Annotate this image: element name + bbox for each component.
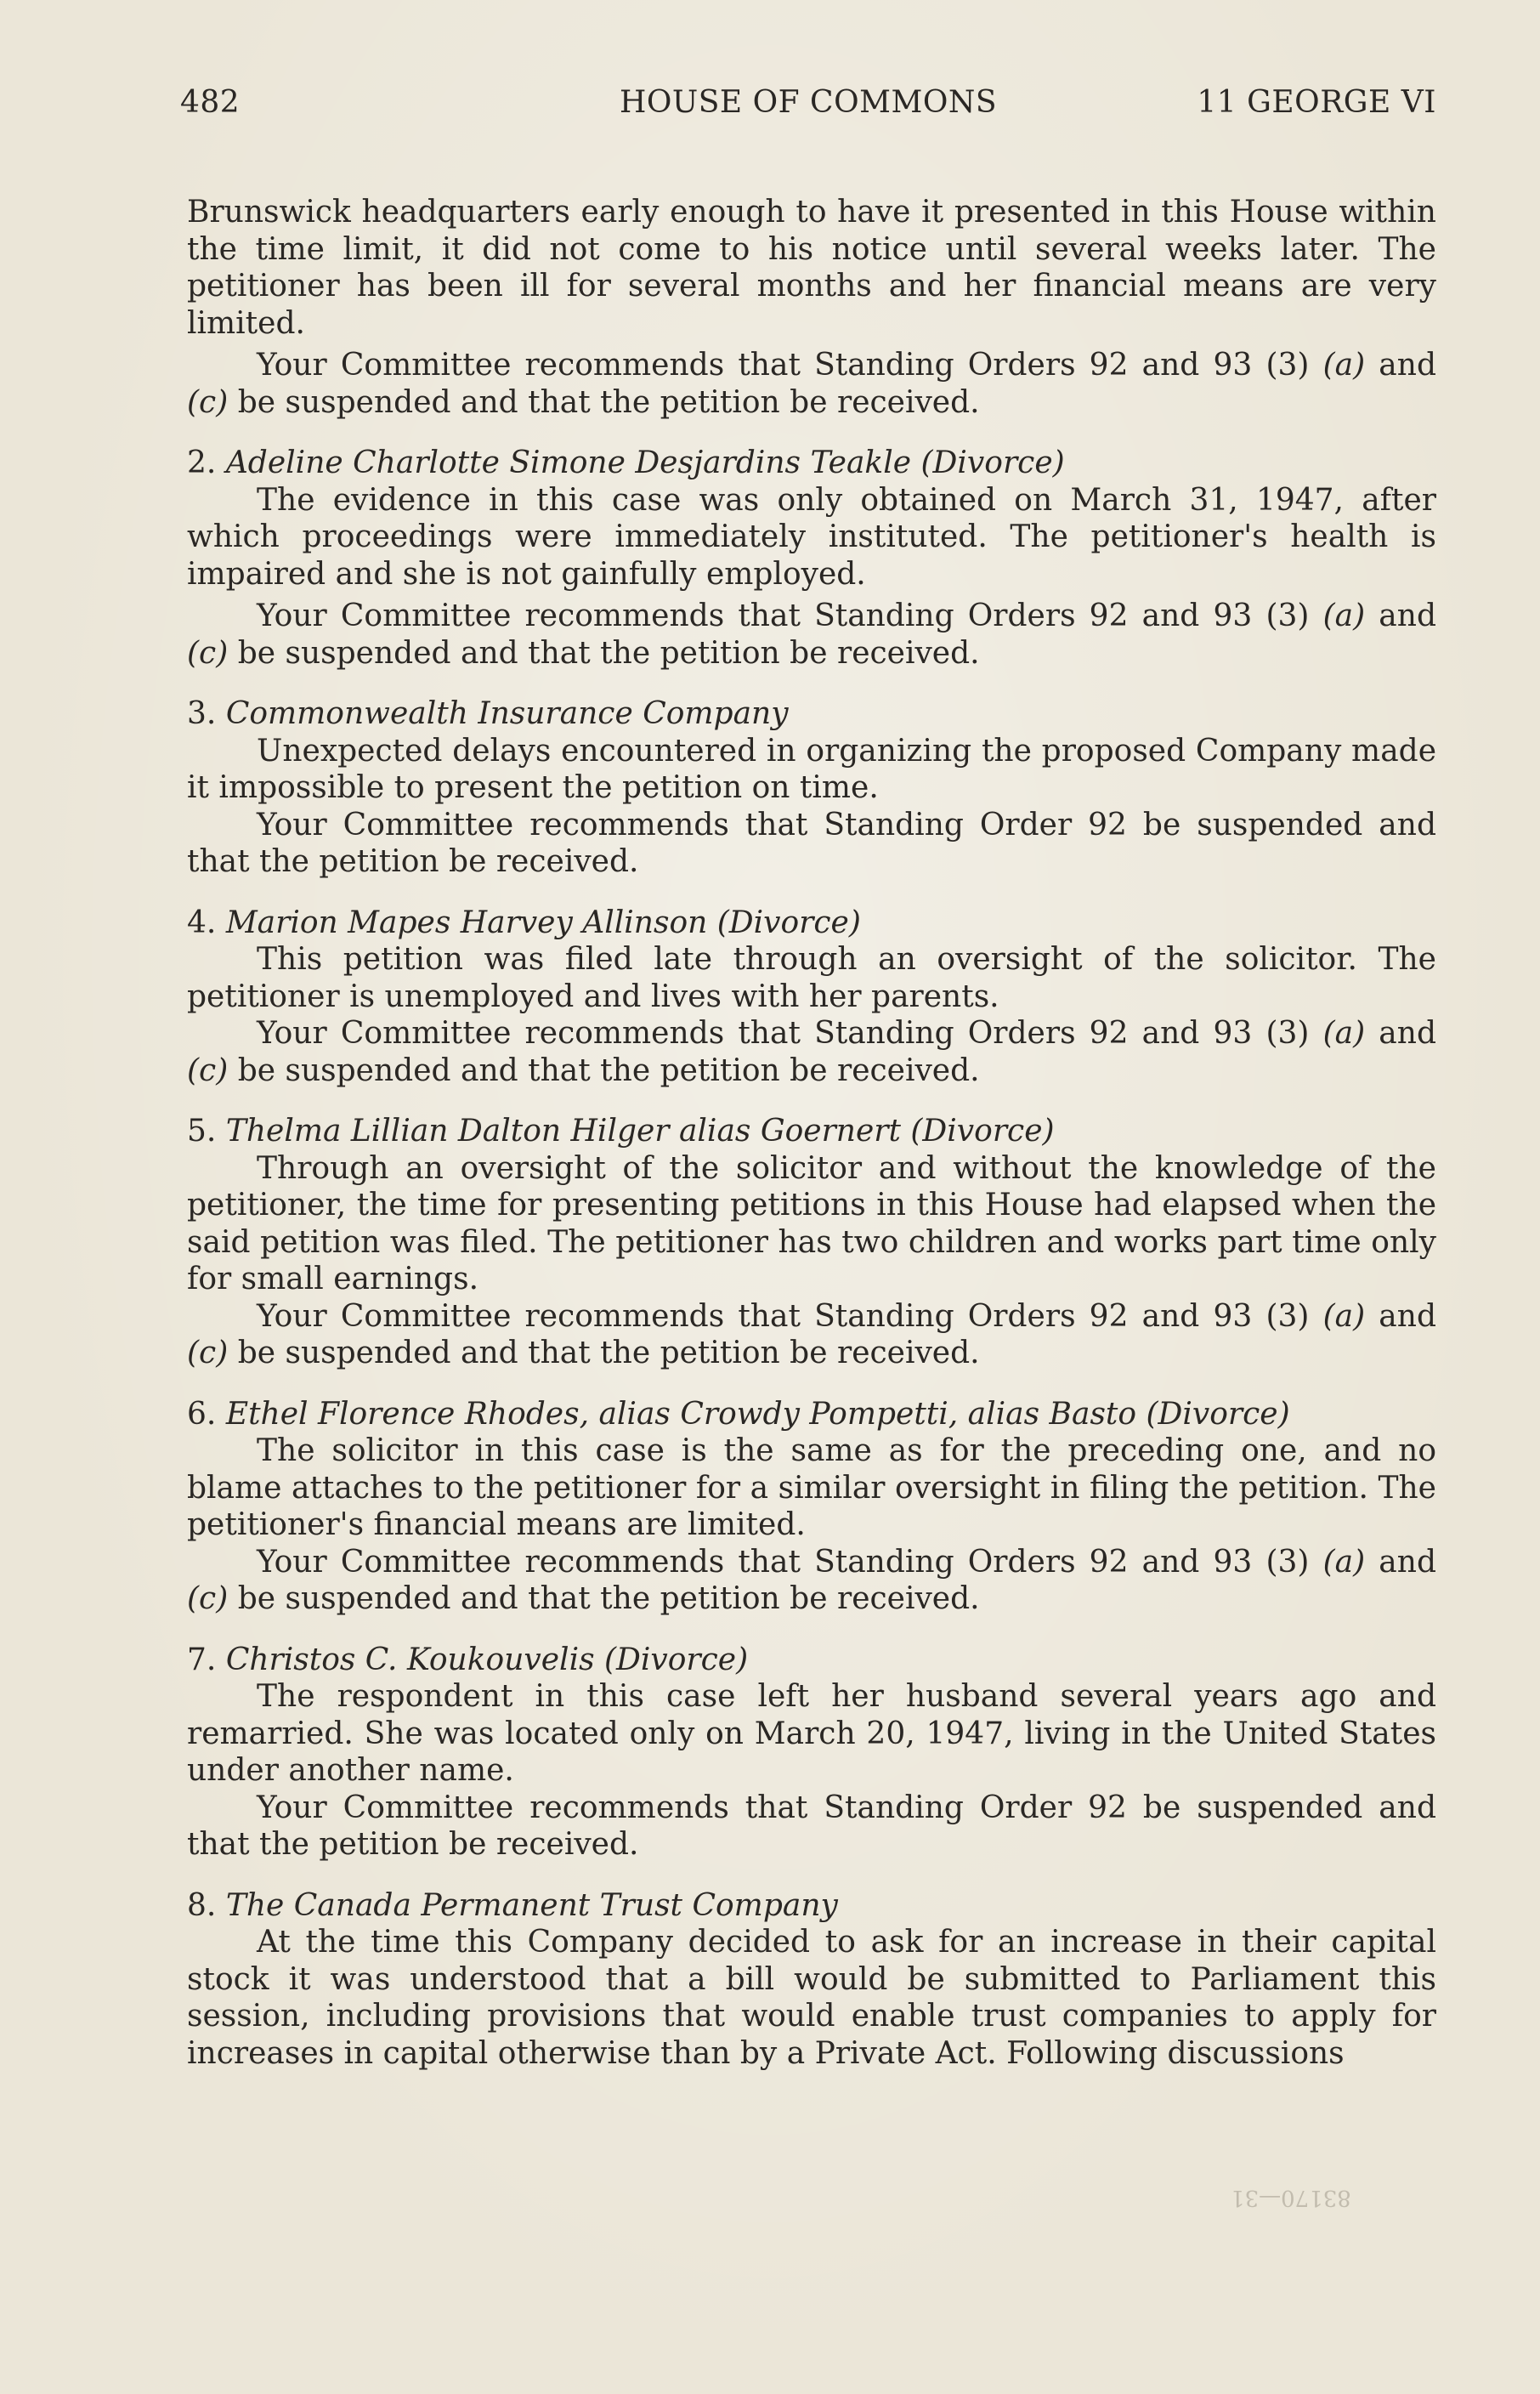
section-number: 3. <box>187 696 217 731</box>
petitioner-name: Christos C. Koukouvelis (Divorce) <box>225 1642 749 1677</box>
petition-section-3 <box>187 695 1436 881</box>
petitioner-name: Thelma Lillian Dalton Hilger alias Goernert (Divorce) <box>225 1114 1055 1149</box>
petitioner-name: The Canada Permanent Trust Company <box>225 1887 838 1923</box>
section-number: 2. <box>187 445 217 480</box>
regnal-year: 11 GEORGE VI <box>1197 85 1436 120</box>
section-recommendation: Your Committee recommends that Standing Orders 92 and 93 (3) (a) and (c) be suspended and that the petition be received. <box>187 1544 1436 1616</box>
report-body <box>187 194 1436 2072</box>
petition-section-6 <box>187 1396 1436 1618</box>
running-header <box>180 85 1436 136</box>
intro-paragraph: Brunswick headquarters early enough to have it presented in this House within the time limit, it did not come to his notice until several weeks later. The petitioner has been ill for several months and her financial means are very limited. <box>187 195 1436 341</box>
section-recommendation: Your Committee recommends that Standing Order 92 be suspended and that the petition be received. <box>187 1790 1436 1862</box>
section-heading <box>187 1642 1436 1679</box>
section-recommendation: Your Committee recommends that Standing Orders 92 and 93 (3) (a) and (c) be suspended and that the petition be received. <box>187 598 1436 671</box>
page-number: 482 <box>180 85 241 120</box>
section-recommendation: Your Committee recommends that Standing Order 92 be suspended and that the petition be received. <box>187 807 1436 879</box>
section-heading <box>187 1396 1436 1433</box>
petition-section-7 <box>187 1642 1436 1864</box>
petitioner-name: Adeline Charlotte Simone Desjardins Teakle (Divorce) <box>225 445 1065 480</box>
section-recommendation: Your Committee recommends that Standing Orders 92 and 93 (3) (a) and (c) be suspended and that the petition be received. <box>187 1298 1436 1370</box>
petitioner-name: Marion Mapes Harvey Allinson (Divorce) <box>225 905 861 940</box>
section-heading <box>187 905 1436 942</box>
petitioner-name: Ethel Florence Rhodes, alias Crowdy Pompetti, alias Basto (Divorce) <box>225 1396 1290 1432</box>
section-recommendation: Your Committee recommends that Standing Orders 92 and 93 (3) (a) and (c) be suspended and that the petition be received. <box>187 1016 1436 1088</box>
section-heading <box>187 695 1436 733</box>
petitioner-name: Commonwealth Insurance Company <box>225 696 789 731</box>
section-text: The solicitor in this case is the same as for the preceding one, and no blame attaches to the petitioner for a similar oversight in filing the petition. The petitioner's financial means are limited. <box>187 1433 1436 1542</box>
section-number: 4. <box>187 905 217 940</box>
section-text: The respondent in this case left her husband several years ago and remarried. She was located only on March 20, 1947, living in the United States under another name. <box>187 1679 1436 1788</box>
section-heading <box>187 1113 1436 1150</box>
intro-recommendation: Your Committee recommends that Standing Orders 92 and 93 (3) (a) and (c) be suspended and that the petition be received. <box>187 348 1436 420</box>
section-text: Through an oversight of the solicitor and without the knowledge of the petitioner, the time for presenting petitions in this House had elapsed when the said petition was filed. The petitioner has two children and works part time only for small earnings. <box>187 1150 1436 1296</box>
petition-section-2 <box>187 445 1436 672</box>
section-number: 7. <box>187 1642 217 1677</box>
section-text: At the time this Company decided to ask for an increase in their capital stock it was understood that a bill would be submitted to Parliament this session, including provisions that would enable trust companies to apply for increases in capital otherwise than by a Private Act. Following discussions <box>187 1925 1436 2071</box>
section-number: 6. <box>187 1396 217 1432</box>
running-title: HOUSE OF COMMONS <box>619 85 998 120</box>
section-number: 5. <box>187 1114 217 1149</box>
petition-section-4 <box>187 905 1436 1090</box>
petition-section-5 <box>187 1113 1436 1372</box>
section-heading <box>187 1887 1436 1925</box>
section-text: This petition was filed late through an oversight of the solicitor. The petitioner is unemployed and lives with her parents. <box>187 942 1436 1014</box>
section-text: The evidence in this case was only obtained on March 31, 1947, after which proceedings were immediately instituted. The petitioner's health is impaired and she is not gainfully employed. <box>187 482 1436 592</box>
section-heading <box>187 445 1436 482</box>
petition-section-8 <box>187 1887 1436 2073</box>
show-through-print-mark: 83170—31 <box>1231 2185 1351 2210</box>
section-number: 8. <box>187 1887 217 1923</box>
section-text: Unexpected delays encountered in organizing the proposed Company made it impossible to present the petition on time. <box>187 733 1436 805</box>
